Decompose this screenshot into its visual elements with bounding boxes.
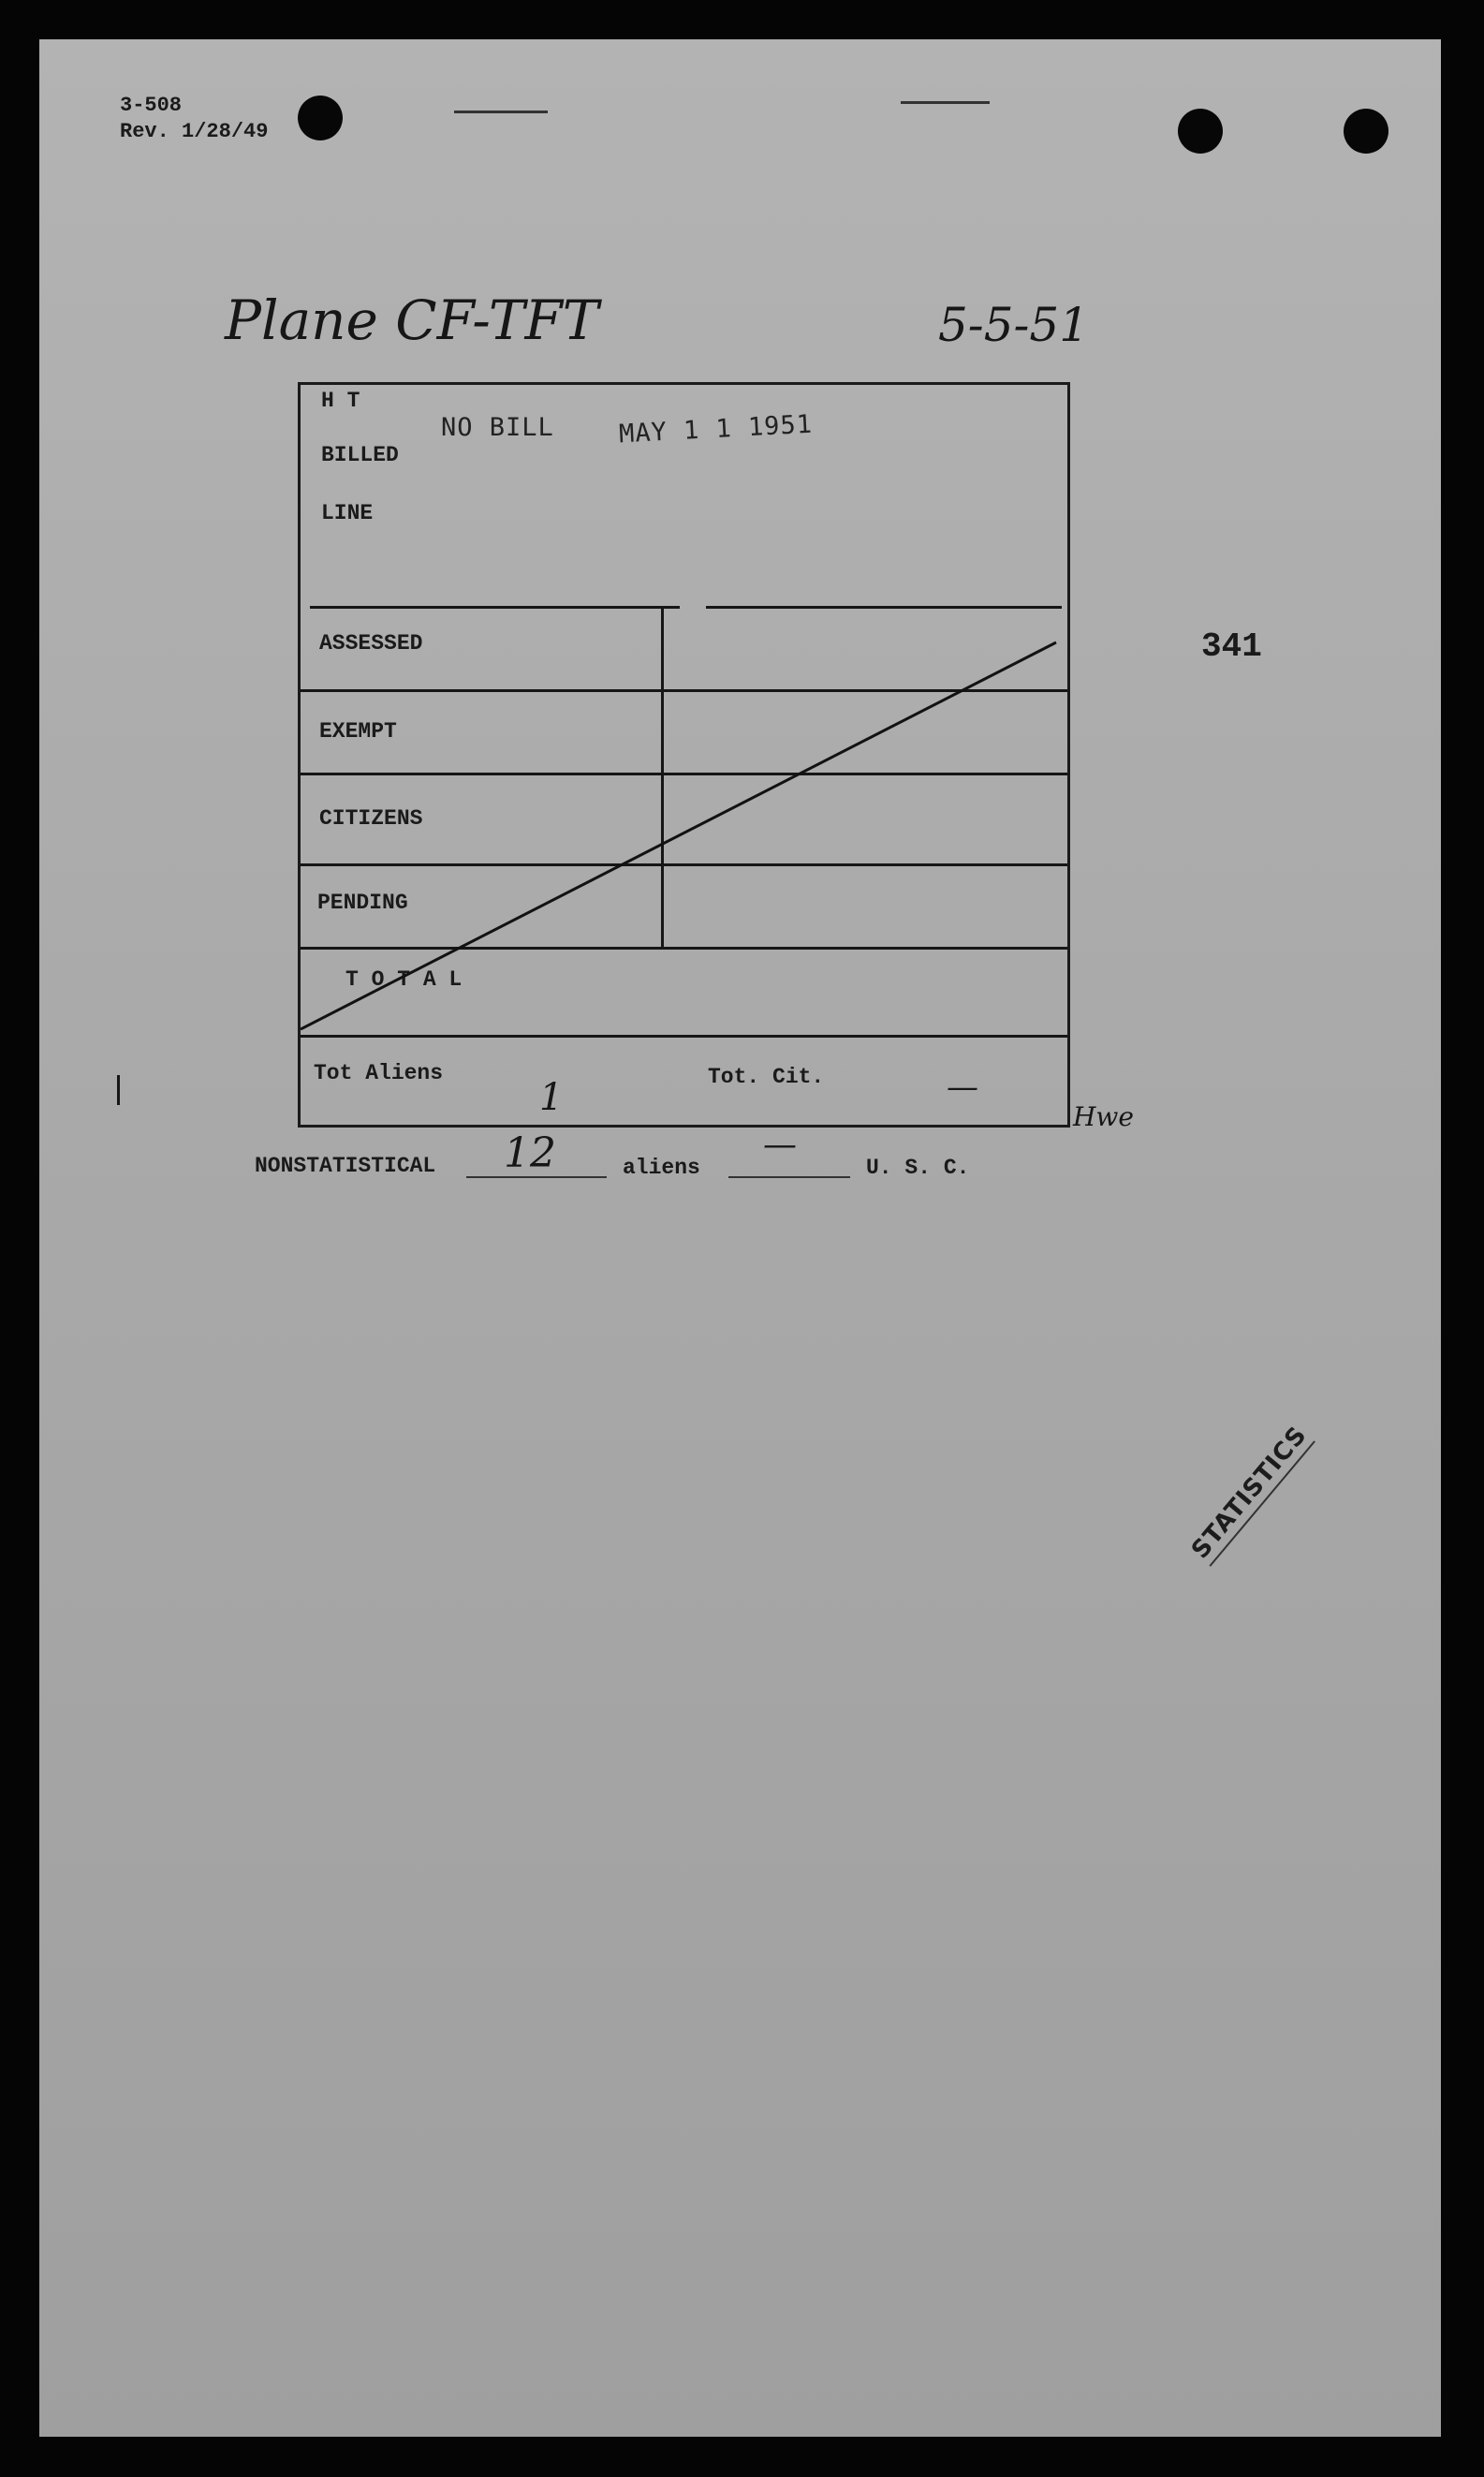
handwritten-date: 5-5-51	[938, 298, 1090, 352]
total-label: T O T A L	[345, 967, 463, 992]
form-number: 3-508	[120, 94, 183, 117]
tot-cit-label: Tot. Cit.	[708, 1065, 825, 1089]
diagonal-strike-line	[301, 385, 1067, 1125]
tot-aliens-label: Tot Aliens	[314, 1061, 444, 1085]
punch-hole-right	[1344, 109, 1388, 154]
initials: Hwe	[1073, 1101, 1134, 1132]
page-number: 341	[1201, 627, 1262, 666]
exempt-label: EXEMPT	[319, 719, 397, 744]
aliens-label: aliens	[623, 1156, 700, 1180]
billed-label: BILLED	[321, 443, 399, 467]
pending-label: PENDING	[317, 891, 408, 915]
usc-value: —	[763, 1126, 797, 1164]
usc-blank	[728, 1176, 850, 1178]
ink-mark	[901, 101, 990, 104]
punch-hole-middle	[1178, 109, 1223, 154]
citizens-label: CITIZENS	[319, 806, 423, 831]
nonstatistical-aliens-value: 12	[504, 1129, 556, 1177]
punch-hole-left	[298, 96, 343, 140]
assessed-label: ASSESSED	[319, 631, 423, 656]
tot-aliens-value: 1	[539, 1076, 564, 1119]
plane-id: Plane CF-TFT	[225, 288, 599, 352]
line-label: LINE	[321, 501, 374, 525]
statistics-stamp: STATISTICS	[1186, 1421, 1315, 1566]
form-revision: Rev. 1/28/49	[120, 120, 269, 143]
tot-cit-value: —	[947, 1069, 978, 1106]
usc-label: U. S. C.	[866, 1156, 970, 1180]
ink-mark	[454, 111, 548, 113]
margin-mark	[117, 1075, 120, 1105]
ht-label: H T	[321, 389, 360, 413]
no-bill-stamp: NO BILL	[441, 413, 554, 442]
statistics-form-box	[298, 382, 1070, 1128]
nonstatistical-label: NONSTATISTICAL	[255, 1154, 436, 1178]
received-date-stamp: MAY 1 1 1951	[618, 409, 814, 450]
